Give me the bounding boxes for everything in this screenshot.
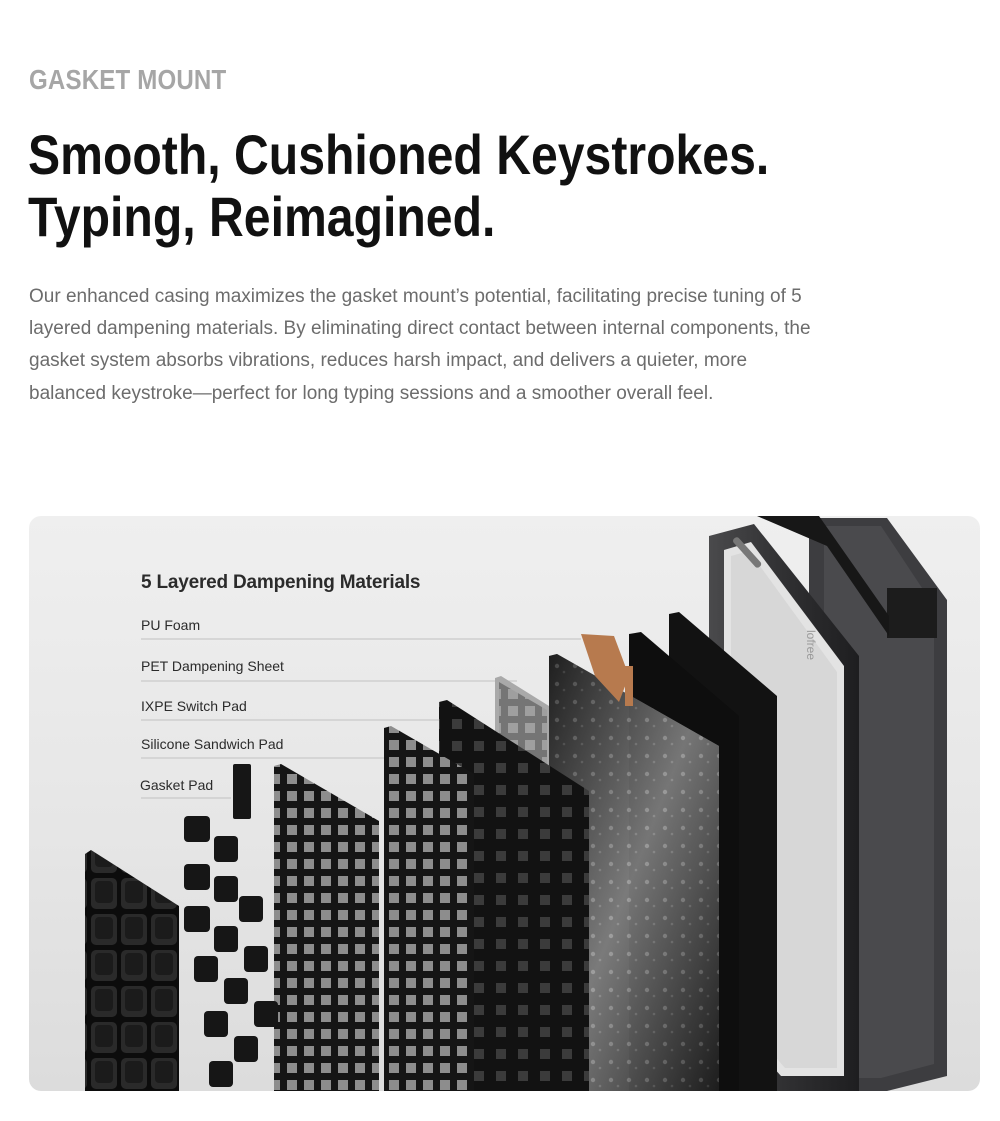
exploded-keyboard-illustration: [29, 516, 980, 1091]
layers-title: 5 Layered Dampening Materials: [141, 572, 421, 593]
silicone-sandwich-pad: [274, 764, 379, 1091]
layer-label-pet-dampening-sheet: PET Dampening Sheet: [141, 658, 284, 674]
keycaps-layer: [85, 850, 179, 1091]
exploded-keyboard-drawing: [29, 516, 980, 1091]
ixpe-switch-pad: [384, 726, 474, 1091]
layer-label-pu-foam: PU Foam: [141, 617, 201, 633]
section-headline: [28, 124, 802, 248]
headline-line-1: Smooth, Cushioned Keystrokes.: [28, 123, 770, 186]
section-eyebrow: GASKET MOUNT: [29, 64, 227, 95]
layer-label-gasket-pad: Gasket Pad: [140, 777, 214, 793]
layer-label-ixpe-switch-pad: IXPE Switch Pad: [141, 698, 247, 714]
gasket-pads: [184, 764, 278, 1087]
case-brand-logo: lofree: [804, 630, 818, 661]
headline-line-2: Typing, Reimagined.: [28, 185, 496, 248]
layer-label-silicone-sandwich-pad: Silicone Sandwich Pad: [141, 736, 284, 752]
section-description: Our enhanced casing maximizes the gasket mount’s potential, facilitating precise tuning of 5 layered dampening materials. By eliminating direct contact between internal components, the gasket system absorbs vibrations, reduces harsh impact, and delivers a quieter, more balanced keystroke—perfect for long typing sessions and a smoother overall feel.: [29, 286, 811, 404]
